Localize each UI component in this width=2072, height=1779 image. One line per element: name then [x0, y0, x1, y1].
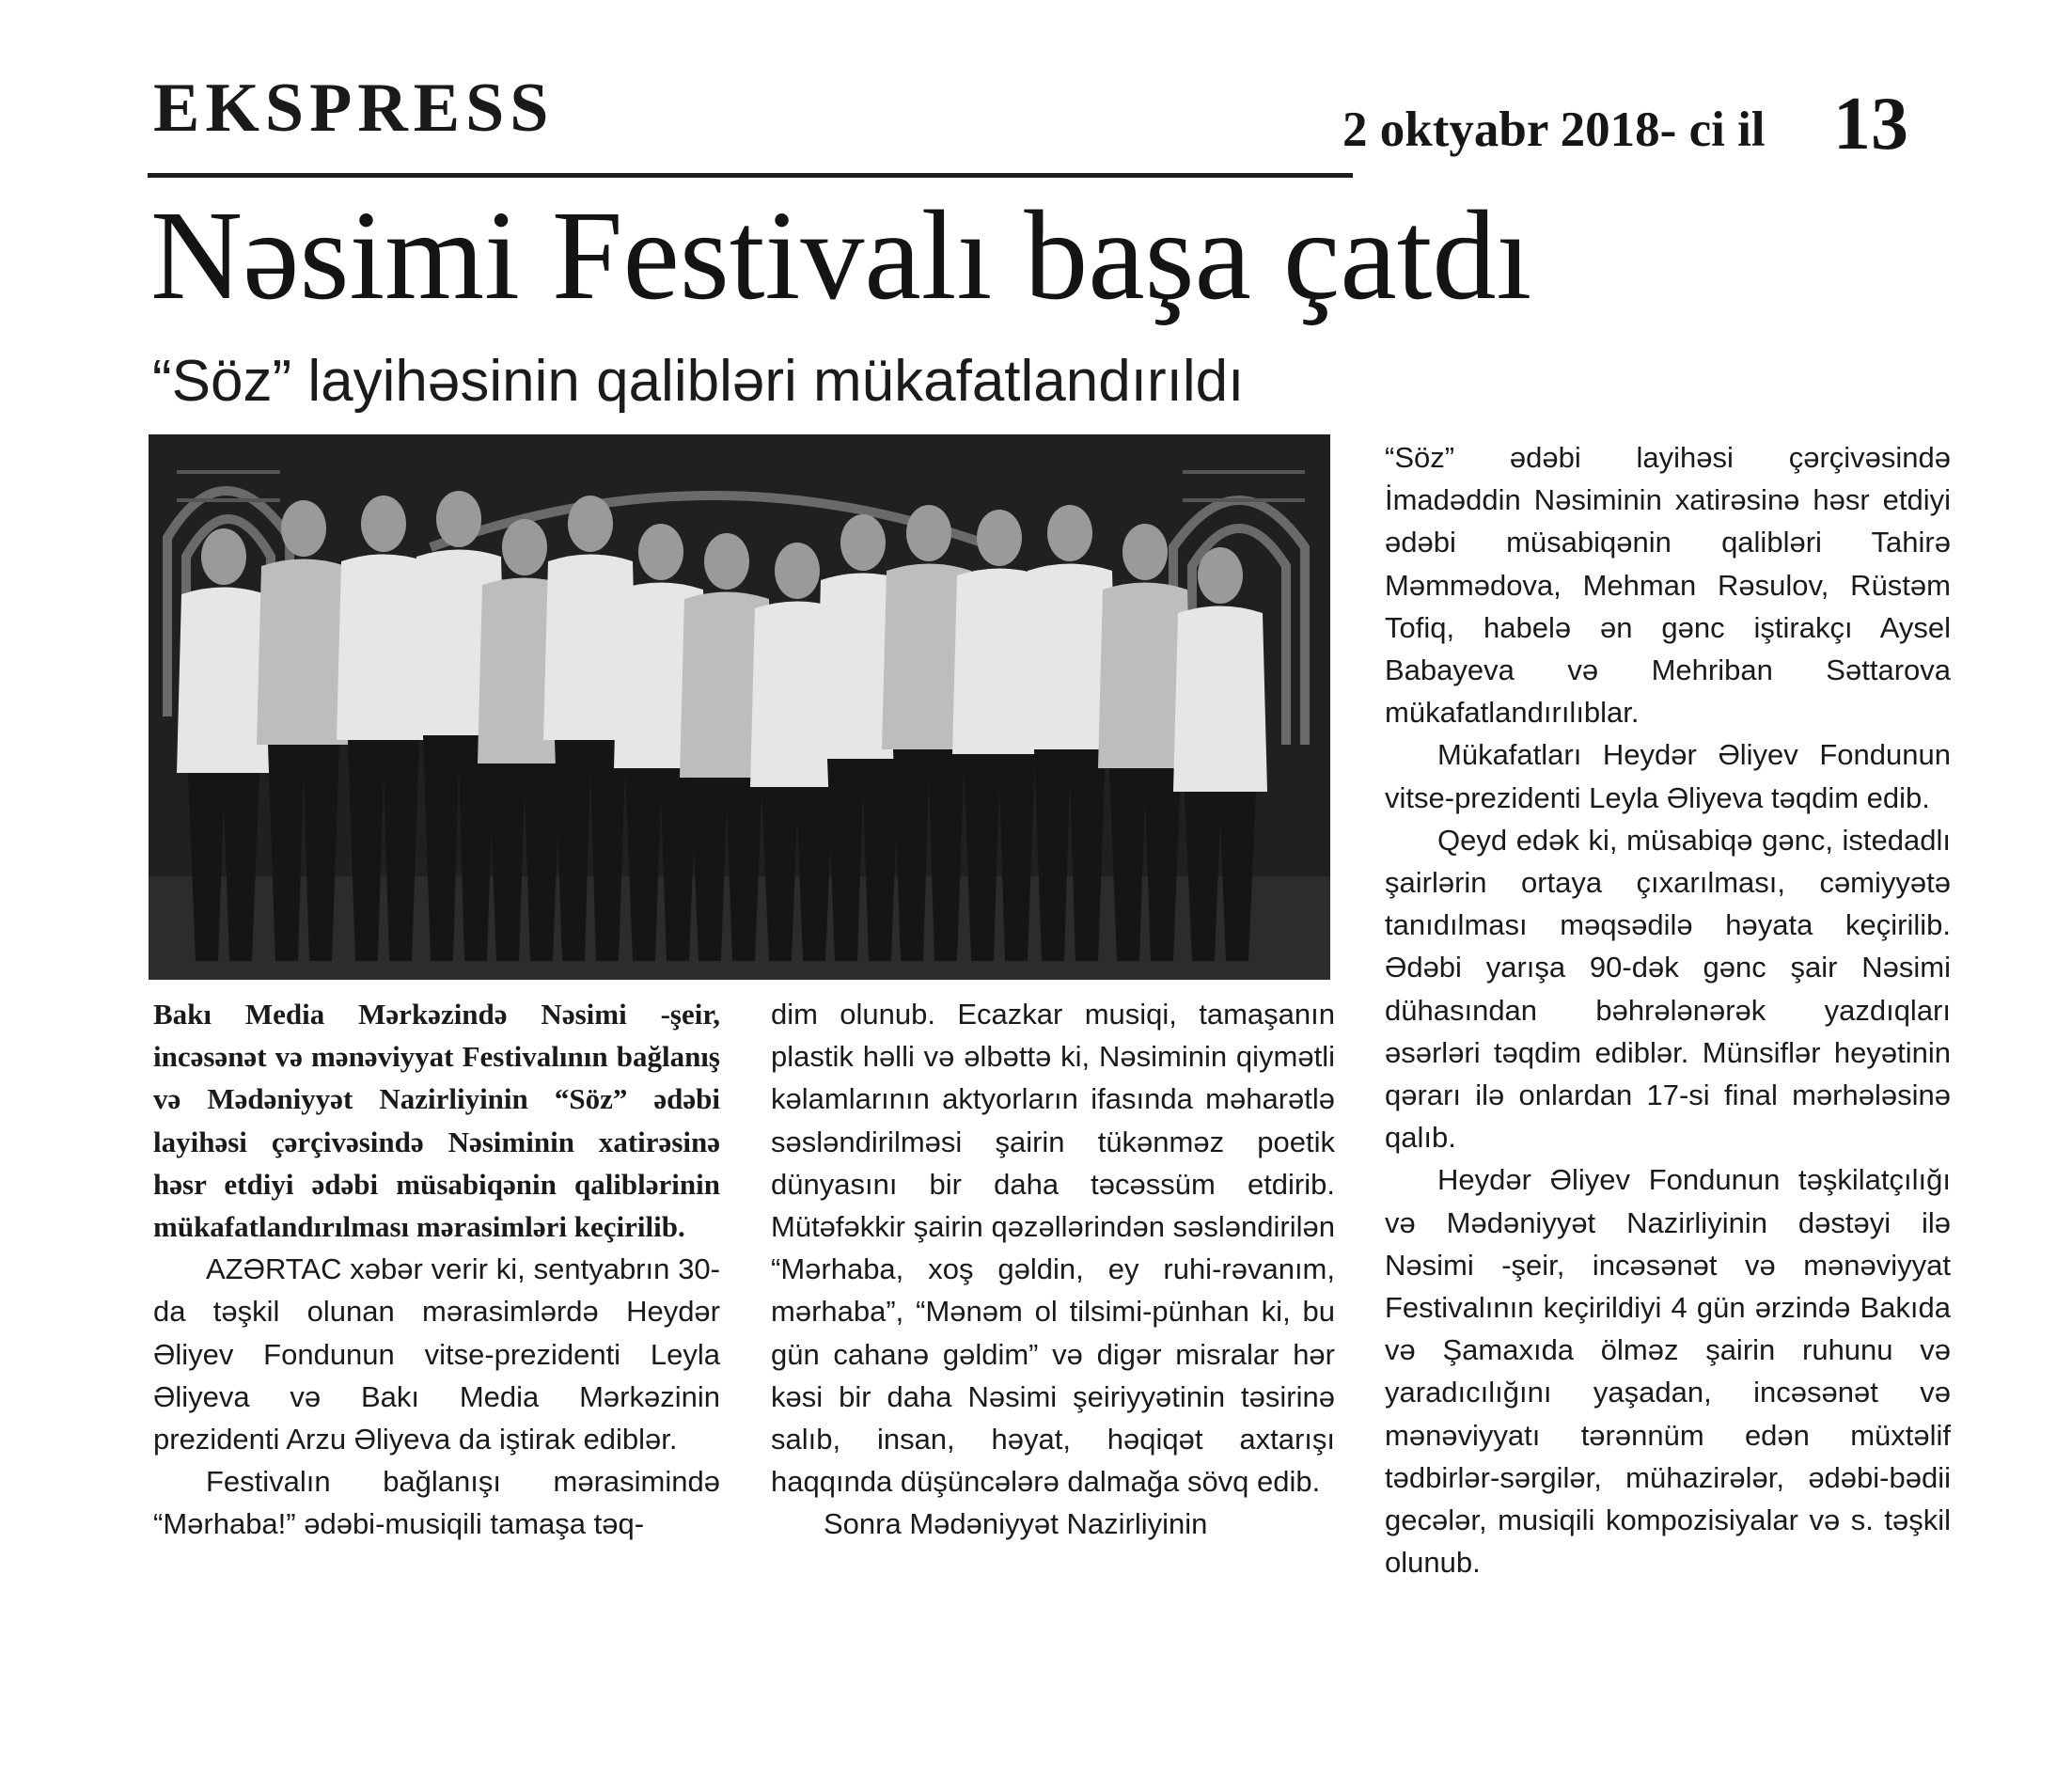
- headline: Nəsimi Festivalı başa çatdı: [150, 185, 1532, 326]
- person-head: [906, 505, 951, 561]
- column-2: [771, 993, 1335, 1546]
- person-body: [177, 588, 271, 774]
- paragraph-3: dim olunub. Ecazkar musiqi, tamaşanın plastik həlli və əlbəttə ki, Nəsiminin qiymətli kəlamlarının aktyorların ifasında məharətlə səsləndirilməsi şairin tükənməz poetik dünyasını bir daha təcəssüm etdirib. Mütəfəkkir şairin qəzəllərindən səsləndirilən “Mərhaba, xoş gəldin, ey ruhi-rəvanım, mərhaba”, “Mənəm ol tilsimi-pünhan ki, bu gün cahanə gəldim” və digər misralar hər kəsi bir daha Nəsimi şeiriyyətinin təsirinə salıb, insan, həyat, həqiqət axtarışı haqqında düşüncələrə dalmağa sövq edib.: [771, 998, 1335, 1499]
- group-photo-illustration: [149, 434, 1330, 980]
- person-head: [1047, 505, 1092, 561]
- header-rule: [148, 173, 1353, 178]
- paragraph-7: Qeyd edək ki, müsabiqə gənc, istedadlı şairlərin ortaya çıxarılması, cəmiyyətə tanıdılması məqsədilə həyata keçirilib. Ədəbi yarışa 90-dək gənc şair Nəsimi dühasından bəhrələnərək yazdıqları əsərləri təqdim ediblər. Münsiflər heyətinin qərarı ilə onlardan 17-si final mərhələsinə qalıb.: [1385, 823, 1951, 1155]
- paragraph-5: “Söz” ədəbi layihəsi çərçivəsində İmadəddin Nəsiminin xatirəsinə həsr etdiyi ədəbi müsabiqənin qalibləri Tahirə Məmmədova, Mehman Rəsulov, Rüstəm Tofiq, habelə ən gənc iştirakçı Aysel Babayeva və Mehriban Səttarova mükafatlandırılıblar.: [1385, 441, 1951, 730]
- person-head: [840, 514, 886, 571]
- person-head: [502, 519, 547, 575]
- person-head: [201, 528, 246, 585]
- person-head: [1198, 547, 1243, 604]
- person-body: [257, 559, 351, 746]
- group-photo: [149, 434, 1330, 980]
- person-head: [977, 510, 1022, 566]
- paragraph-1: AZƏRTAC xəbər verir ki, sentyabrın 30-da təşkil olunan mərasimlərdə Heydər Əliyev Fondunun vitse-prezidenti Leyla Əliyeva və Bakı Media Mərkəzinin prezidenti Arzu Əliyeva da iştirak ediblər.: [153, 1252, 720, 1456]
- person-head: [775, 543, 820, 599]
- person-head: [436, 491, 481, 547]
- person-head: [704, 533, 749, 590]
- person-body: [1173, 606, 1267, 793]
- subheadline: “Söz” layihəsinin qalibləri mükafatlandırıldı: [152, 349, 1245, 414]
- paragraph-6: Mükafatları Heydər Əliyev Fondunun vitse-prezidenti Leyla Əliyeva təqdim edib.: [1385, 738, 1951, 814]
- person-head: [281, 500, 326, 557]
- person-head: [361, 496, 406, 552]
- column-1: [153, 993, 720, 1546]
- paragraph-2: Festivalın bağlanışı mərasimində “Mərhaba!” ədəbi-musiqili tamaşa təq-: [153, 1465, 720, 1541]
- person-head: [1122, 524, 1168, 580]
- issue-date: 2 oktyabr 2018- ci il: [1342, 102, 1766, 157]
- paragraph-8: Heydər Əliyev Fondunun təşkilatçılığı və Mədəniyyət Nazirliyinin dəstəyi ilə Nəsimi -şeir, incəsənət və mənəviyyat Festivalının keçirildiyi 4 gün ərzində Bakıda və Şamaxıda ölməz şairin ruhunu və yaradıcılığını yaşadan, incəsənət və mənəviyyatı tərənnüm edən müxtəlif tədbirlər-sərgilər, mühazirələr, ədəbi-bədii gecələr, musiqili kompozisiyalar və s. təşkil olunub.: [1385, 1163, 1951, 1580]
- person-head: [568, 496, 613, 552]
- page-number: 13: [1833, 83, 1908, 165]
- column-3: [1385, 436, 1951, 1583]
- masthead: EKSPRESS: [153, 70, 555, 147]
- person-head: [638, 524, 683, 580]
- photo-caption: Bakı Media Mərkəzində Nəsimi -şeir, incəsənət və mənəviyyat Festivalının bağlanış və Mədəniyyət Nazirliyinin “Söz” ədəbi layihəsi çərçivəsində Nəsiminin xatirəsinə həsr etdiyi ədəbi müsabiqənin qaliblərinin mükafatlandırılması mərasimləri keçirilib.: [153, 998, 720, 1244]
- paragraph-4: Sonra Mədəniyyət Nazirliyinin: [824, 1507, 1208, 1541]
